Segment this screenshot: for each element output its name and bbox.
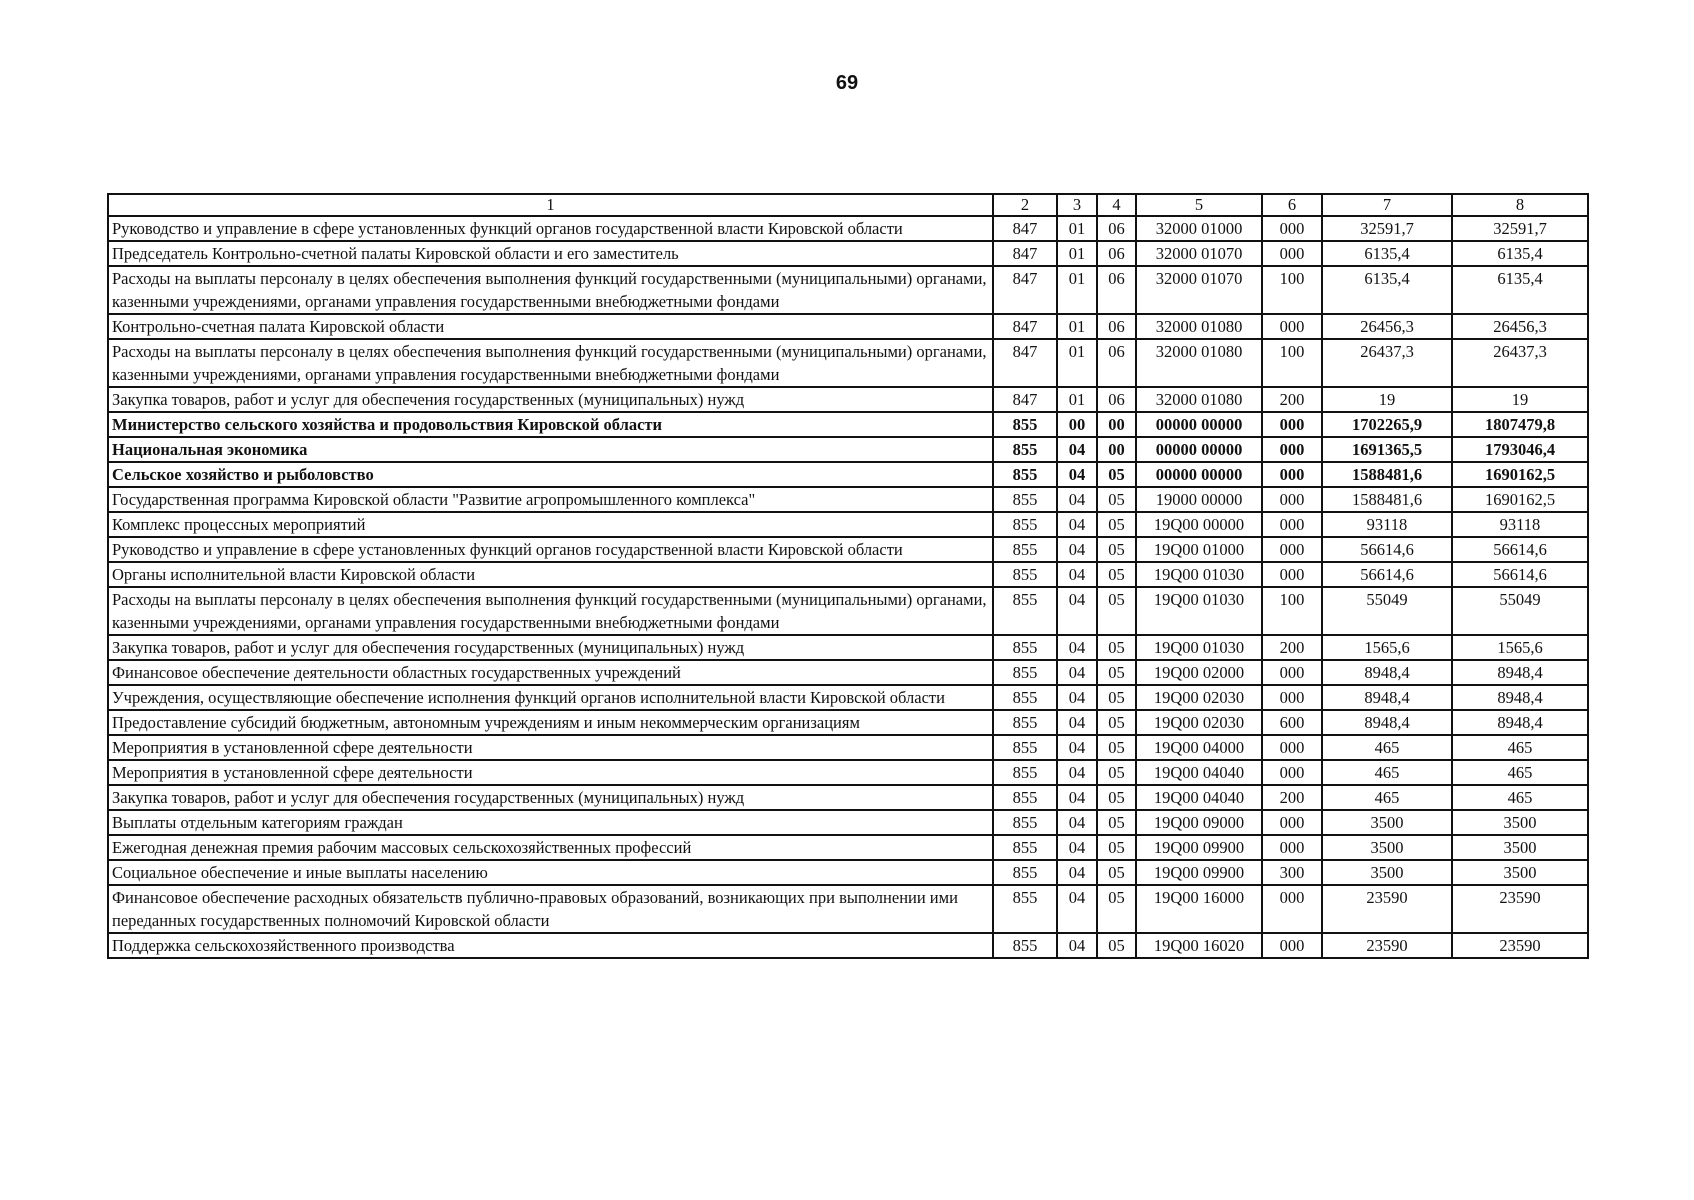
cell-col-5: 19Q00 02000 [1136,660,1262,685]
cell-col-4: 06 [1097,314,1136,339]
cell-col-6: 100 [1262,339,1322,387]
cell-col-6: 000 [1262,487,1322,512]
cell-col-2: 855 [993,437,1057,462]
table-row [108,537,1588,562]
cell-col-4: 05 [1097,933,1136,958]
cell-col-3: 04 [1057,512,1097,537]
cell-col-5: 32000 01080 [1136,387,1262,412]
table-row [108,710,1588,735]
cell-col-5: 00000 00000 [1136,437,1262,462]
cell-col-2: 855 [993,710,1057,735]
cell-col-5: 19Q00 00000 [1136,512,1262,537]
table-row [108,412,1588,437]
cell-col-2: 847 [993,339,1057,387]
cell-col-3: 04 [1057,735,1097,760]
cell-col-6: 300 [1262,860,1322,885]
cell-col-6: 000 [1262,735,1322,760]
cell-col-2: 855 [993,860,1057,885]
cell-col-4: 05 [1097,487,1136,512]
cell-col-2: 855 [993,885,1057,933]
cell-col-3: 01 [1057,314,1097,339]
cell-col-8: 6135,4 [1452,241,1588,266]
row-description: Выплаты отдельным категориям граждан [108,810,993,835]
cell-col-2: 855 [993,933,1057,958]
row-description: Финансовое обеспечение деятельности областных государственных учреждений [108,660,993,685]
cell-col-7: 93118 [1322,512,1452,537]
cell-col-4: 05 [1097,885,1136,933]
cell-col-4: 05 [1097,462,1136,487]
table-row [108,562,1588,587]
cell-col-3: 04 [1057,587,1097,635]
cell-col-3: 01 [1057,339,1097,387]
cell-col-4: 05 [1097,810,1136,835]
table-row [108,933,1588,958]
cell-col-6: 000 [1262,660,1322,685]
row-description: Поддержка сельскохозяйственного производства [108,933,993,958]
column-header: 1 [108,194,993,216]
cell-col-5: 19Q00 09000 [1136,810,1262,835]
cell-col-2: 855 [993,660,1057,685]
cell-col-8: 1807479,8 [1452,412,1588,437]
cell-col-6: 000 [1262,885,1322,933]
cell-col-2: 855 [993,587,1057,635]
cell-col-3: 04 [1057,635,1097,660]
cell-col-8: 23590 [1452,933,1588,958]
table-row [108,339,1588,387]
cell-col-6: 200 [1262,785,1322,810]
cell-col-4: 06 [1097,216,1136,241]
table-row [108,487,1588,512]
cell-col-3: 04 [1057,860,1097,885]
cell-col-2: 855 [993,512,1057,537]
row-description: Контрольно-счетная палата Кировской области [108,314,993,339]
table-row [108,216,1588,241]
row-description: Закупка товаров, работ и услуг для обеспечения государственных (муниципальных) нужд [108,635,993,660]
cell-col-2: 855 [993,562,1057,587]
cell-col-2: 847 [993,241,1057,266]
cell-col-5: 19Q00 16020 [1136,933,1262,958]
cell-col-7: 3500 [1322,810,1452,835]
cell-col-3: 01 [1057,216,1097,241]
cell-col-8: 465 [1452,760,1588,785]
cell-col-7: 19 [1322,387,1452,412]
cell-col-7: 56614,6 [1322,562,1452,587]
cell-col-5: 19Q00 02030 [1136,710,1262,735]
table-row [108,685,1588,710]
cell-col-5: 19Q00 09900 [1136,835,1262,860]
cell-col-3: 01 [1057,241,1097,266]
cell-col-6: 000 [1262,437,1322,462]
cell-col-7: 1588481,6 [1322,462,1452,487]
cell-col-3: 04 [1057,835,1097,860]
table-row [108,587,1588,635]
cell-col-5: 00000 00000 [1136,412,1262,437]
cell-col-8: 1793046,4 [1452,437,1588,462]
row-description: Национальная экономика [108,437,993,462]
cell-col-4: 05 [1097,537,1136,562]
cell-col-2: 855 [993,487,1057,512]
cell-col-6: 000 [1262,412,1322,437]
cell-col-4: 06 [1097,339,1136,387]
table-row [108,885,1588,933]
budget-table [107,193,1589,959]
cell-col-5: 19000 00000 [1136,487,1262,512]
cell-col-3: 04 [1057,710,1097,735]
header-row [108,194,1588,216]
cell-col-2: 855 [993,735,1057,760]
cell-col-4: 06 [1097,241,1136,266]
row-description: Закупка товаров, работ и услуг для обеспечения государственных (муниципальных) нужд [108,387,993,412]
cell-col-2: 855 [993,412,1057,437]
cell-col-6: 000 [1262,462,1322,487]
cell-col-3: 00 [1057,412,1097,437]
cell-col-8: 26456,3 [1452,314,1588,339]
cell-col-4: 00 [1097,437,1136,462]
cell-col-6: 000 [1262,562,1322,587]
column-header: 2 [993,194,1057,216]
cell-col-5: 32000 01000 [1136,216,1262,241]
cell-col-5: 19Q00 16000 [1136,885,1262,933]
cell-col-3: 04 [1057,462,1097,487]
cell-col-8: 56614,6 [1452,562,1588,587]
cell-col-8: 32591,7 [1452,216,1588,241]
cell-col-7: 56614,6 [1322,537,1452,562]
cell-col-5: 19Q00 01030 [1136,562,1262,587]
cell-col-8: 1690162,5 [1452,462,1588,487]
cell-col-7: 1702265,9 [1322,412,1452,437]
row-description: Мероприятия в установленной сфере деятельности [108,760,993,785]
cell-col-2: 847 [993,387,1057,412]
row-description: Расходы на выплаты персоналу в целях обеспечения выполнения функций государственными (муниципальными) органами, казенными учреждениями, органами управления государственными внебюджетными фондами [108,266,993,314]
cell-col-3: 04 [1057,437,1097,462]
cell-col-3: 04 [1057,537,1097,562]
cell-col-4: 05 [1097,660,1136,685]
cell-col-4: 05 [1097,860,1136,885]
table-row [108,462,1588,487]
cell-col-3: 04 [1057,885,1097,933]
row-description: Министерство сельского хозяйства и продовольствия Кировской области [108,412,993,437]
cell-col-2: 847 [993,314,1057,339]
row-description: Государственная программа Кировской области "Развитие агропромышленного комплекса" [108,487,993,512]
cell-col-6: 000 [1262,216,1322,241]
cell-col-3: 04 [1057,760,1097,785]
cell-col-6: 100 [1262,587,1322,635]
cell-col-2: 855 [993,537,1057,562]
cell-col-7: 26456,3 [1322,314,1452,339]
cell-col-3: 01 [1057,387,1097,412]
cell-col-5: 19Q00 04040 [1136,785,1262,810]
cell-col-5: 19Q00 01000 [1136,537,1262,562]
cell-col-6: 200 [1262,387,1322,412]
row-description: Руководство и управление в сфере установленных функций органов государственной власти Кировской области [108,537,993,562]
row-description: Финансовое обеспечение расходных обязательств публично-правовых образований, возникающих при выполнении ими переданных государственных полномочий Кировской области [108,885,993,933]
table-row [108,760,1588,785]
row-description: Социальное обеспечение и иные выплаты населению [108,860,993,885]
cell-col-8: 8948,4 [1452,660,1588,685]
column-header: 8 [1452,194,1588,216]
table-row [108,735,1588,760]
row-description: Сельское хозяйство и рыболовство [108,462,993,487]
cell-col-8: 465 [1452,735,1588,760]
cell-col-4: 05 [1097,587,1136,635]
cell-col-6: 000 [1262,685,1322,710]
column-header: 4 [1097,194,1136,216]
cell-col-8: 19 [1452,387,1588,412]
cell-col-4: 05 [1097,685,1136,710]
cell-col-5: 32000 01070 [1136,266,1262,314]
cell-col-5: 00000 00000 [1136,462,1262,487]
cell-col-3: 04 [1057,933,1097,958]
cell-col-5: 19Q00 01030 [1136,587,1262,635]
cell-col-8: 3500 [1452,860,1588,885]
cell-col-2: 855 [993,685,1057,710]
cell-col-7: 465 [1322,760,1452,785]
cell-col-2: 847 [993,266,1057,314]
row-description: Руководство и управление в сфере установленных функций органов государственной власти Кировской области [108,216,993,241]
table-row [108,835,1588,860]
row-description: Председатель Контрольно-счетной палаты Кировской области и его заместитель [108,241,993,266]
cell-col-5: 32000 01070 [1136,241,1262,266]
cell-col-6: 000 [1262,512,1322,537]
column-header: 5 [1136,194,1262,216]
table-row [108,512,1588,537]
cell-col-8: 3500 [1452,835,1588,860]
cell-col-5: 19Q00 04000 [1136,735,1262,760]
cell-col-2: 855 [993,810,1057,835]
row-description: Предоставление субсидий бюджетным, автономным учреждениям и иным некоммерческим организациям [108,710,993,735]
cell-col-6: 000 [1262,241,1322,266]
cell-col-8: 55049 [1452,587,1588,635]
table-body [108,216,1588,958]
cell-col-6: 000 [1262,835,1322,860]
cell-col-7: 23590 [1322,933,1452,958]
column-header: 3 [1057,194,1097,216]
cell-col-2: 847 [993,216,1057,241]
cell-col-8: 6135,4 [1452,266,1588,314]
cell-col-4: 05 [1097,760,1136,785]
cell-col-5: 19Q00 02030 [1136,685,1262,710]
row-description: Мероприятия в установленной сфере деятельности [108,735,993,760]
cell-col-2: 855 [993,785,1057,810]
cell-col-6: 000 [1262,933,1322,958]
cell-col-3: 04 [1057,562,1097,587]
cell-col-8: 23590 [1452,885,1588,933]
cell-col-7: 3500 [1322,835,1452,860]
cell-col-4: 05 [1097,512,1136,537]
cell-col-5: 32000 01080 [1136,339,1262,387]
cell-col-6: 000 [1262,810,1322,835]
cell-col-5: 19Q00 04040 [1136,760,1262,785]
table-row [108,785,1588,810]
cell-col-8: 26437,3 [1452,339,1588,387]
cell-col-2: 855 [993,760,1057,785]
cell-col-2: 855 [993,835,1057,860]
cell-col-4: 05 [1097,835,1136,860]
column-header: 6 [1262,194,1322,216]
cell-col-8: 8948,4 [1452,710,1588,735]
row-description: Учреждения, осуществляющие обеспечение исполнения функций органов исполнительной власти Кировской области [108,685,993,710]
row-description: Органы исполнительной власти Кировской области [108,562,993,587]
table-row [108,241,1588,266]
cell-col-3: 01 [1057,266,1097,314]
table-row [108,635,1588,660]
cell-col-7: 6135,4 [1322,266,1452,314]
cell-col-7: 32591,7 [1322,216,1452,241]
cell-col-5: 19Q00 09900 [1136,860,1262,885]
cell-col-4: 05 [1097,562,1136,587]
cell-col-6: 000 [1262,760,1322,785]
row-description: Ежегодная денежная премия рабочим массовых сельскохозяйственных профессий [108,835,993,860]
cell-col-8: 93118 [1452,512,1588,537]
cell-col-5: 32000 01080 [1136,314,1262,339]
cell-col-2: 855 [993,462,1057,487]
cell-col-5: 19Q00 01030 [1136,635,1262,660]
table-row [108,437,1588,462]
cell-col-7: 8948,4 [1322,685,1452,710]
table-row [108,860,1588,885]
column-header: 7 [1322,194,1452,216]
cell-col-8: 3500 [1452,810,1588,835]
page-number: 69 [835,72,859,94]
cell-col-8: 1690162,5 [1452,487,1588,512]
row-description: Расходы на выплаты персоналу в целях обеспечения выполнения функций государственными (муниципальными) органами, казенными учреждениями, органами управления государственными внебюджетными фондами [108,339,993,387]
cell-col-6: 100 [1262,266,1322,314]
cell-col-8: 8948,4 [1452,685,1588,710]
cell-col-4: 06 [1097,387,1136,412]
row-description: Расходы на выплаты персоналу в целях обеспечения выполнения функций государственными (муниципальными) органами, казенными учреждениями, органами управления государственными внебюджетными фондами [108,587,993,635]
cell-col-7: 1588481,6 [1322,487,1452,512]
cell-col-8: 465 [1452,785,1588,810]
cell-col-6: 000 [1262,537,1322,562]
cell-col-7: 8948,4 [1322,710,1452,735]
cell-col-7: 3500 [1322,860,1452,885]
cell-col-4: 05 [1097,710,1136,735]
cell-col-6: 600 [1262,710,1322,735]
cell-col-7: 1565,6 [1322,635,1452,660]
table-row [108,314,1588,339]
cell-col-3: 04 [1057,685,1097,710]
cell-col-7: 1691365,5 [1322,437,1452,462]
table-row [108,810,1588,835]
cell-col-7: 8948,4 [1322,660,1452,685]
cell-col-3: 04 [1057,660,1097,685]
cell-col-7: 26437,3 [1322,339,1452,387]
cell-col-7: 55049 [1322,587,1452,635]
row-description: Комплекс процессных мероприятий [108,512,993,537]
cell-col-3: 04 [1057,487,1097,512]
cell-col-4: 00 [1097,412,1136,437]
cell-col-8: 56614,6 [1452,537,1588,562]
row-description: Закупка товаров, работ и услуг для обеспечения государственных (муниципальных) нужд [108,785,993,810]
cell-col-7: 23590 [1322,885,1452,933]
cell-col-6: 200 [1262,635,1322,660]
cell-col-7: 465 [1322,735,1452,760]
cell-col-4: 05 [1097,735,1136,760]
cell-col-7: 465 [1322,785,1452,810]
cell-col-6: 000 [1262,314,1322,339]
cell-col-8: 1565,6 [1452,635,1588,660]
cell-col-4: 05 [1097,635,1136,660]
table-row [108,660,1588,685]
cell-col-7: 6135,4 [1322,241,1452,266]
cell-col-4: 06 [1097,266,1136,314]
table-row [108,266,1588,314]
table-row [108,387,1588,412]
cell-col-2: 855 [993,635,1057,660]
cell-col-3: 04 [1057,785,1097,810]
cell-col-3: 04 [1057,810,1097,835]
cell-col-4: 05 [1097,785,1136,810]
